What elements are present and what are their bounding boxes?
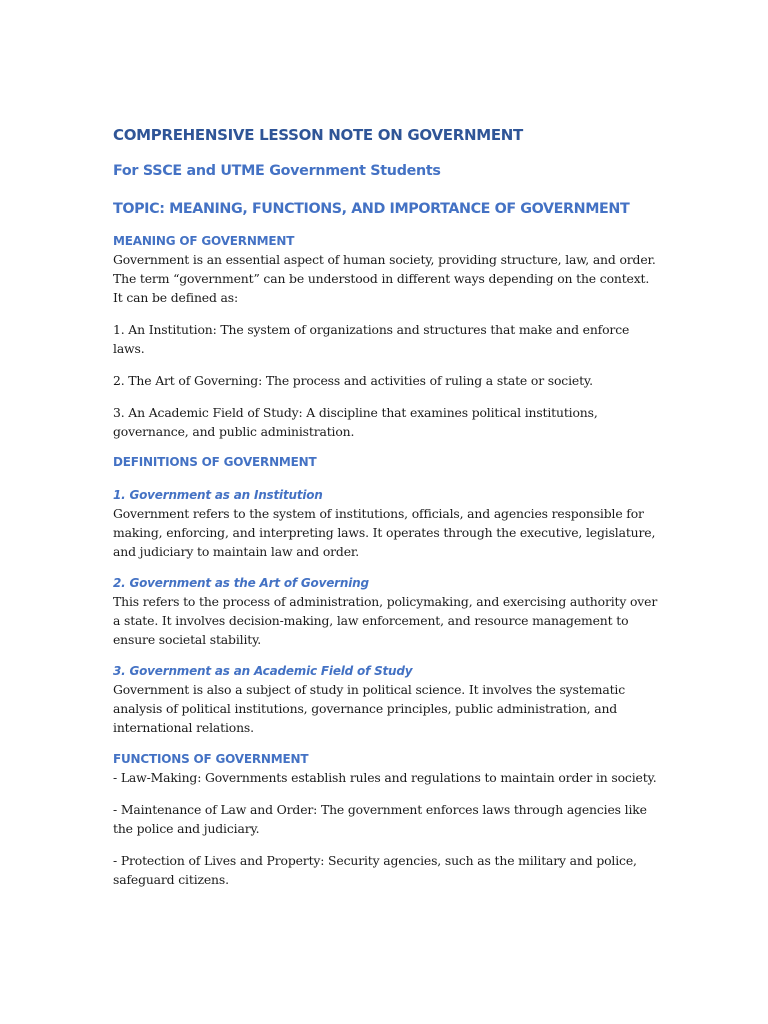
document-subtitle: For SSCE and UTME Government Students [113, 163, 441, 179]
meaning-item-2: 2. The Art of Governing: The process and activities of ruling a state or society. [113, 373, 593, 388]
definition-3-heading: 3. Government as an Academic Field of Study [113, 664, 413, 678]
document-title: COMPREHENSIVE LESSON NOTE ON GOVERNMENT [113, 126, 523, 144]
meaning-item-3: 3. An Academic Field of Study: A discipline that examines political institutions, governance, and public administration. [113, 405, 598, 439]
function-item-2: - Maintenance of Law and Order: The government enforces laws through agencies like the police and judiciary. [113, 802, 647, 836]
function-item-1: - Law-Making: Governments establish rules and regulations to maintain order in society. [113, 770, 657, 785]
meaning-heading: MEANING OF GOVERNMENT [113, 234, 295, 248]
definition-1-heading: 1. Government as an Institution [113, 488, 323, 502]
document-page [113, 124, 658, 889]
definition-2-text: This refers to the process of administration, policymaking, and exercising authority over a state. It involves decision-making, law enforcement, and resource management to ensure societal stability. [113, 594, 658, 647]
functions-heading: FUNCTIONS OF GOVERNMENT [113, 752, 309, 766]
functions-section [113, 750, 658, 889]
definitions-heading: DEFINITIONS OF GOVERNMENT [113, 455, 317, 469]
meaning-intro: Government is an essential aspect of human society, providing structure, law, and order. The term “government” can be understood in different ways depending on the context. It can be defined as: [113, 252, 656, 305]
definitions-section [113, 453, 658, 737]
meaning-section [113, 232, 658, 441]
meaning-item-1: 1. An Institution: The system of organizations and structures that make and enforce laws. [113, 322, 630, 356]
definition-1-text: Government refers to the system of institutions, officials, and agencies responsible for making, enforcing, and interpreting laws. It operates through the executive, legislature, and judiciary to maintain law and order. [113, 506, 656, 559]
topic-heading: TOPIC: MEANING, FUNCTIONS, AND IMPORTANCE OF GOVERNMENT [113, 201, 630, 217]
function-item-3: - Protection of Lives and Property: Security agencies, such as the military and police, safeguard citizens. [113, 853, 637, 887]
definition-3-text: Government is also a subject of study in political science. It involves the systematic analysis of political institutions, governance principles, public administration, and international relations. [113, 682, 626, 735]
definition-2-heading: 2. Government as the Art of Governing [113, 576, 369, 590]
